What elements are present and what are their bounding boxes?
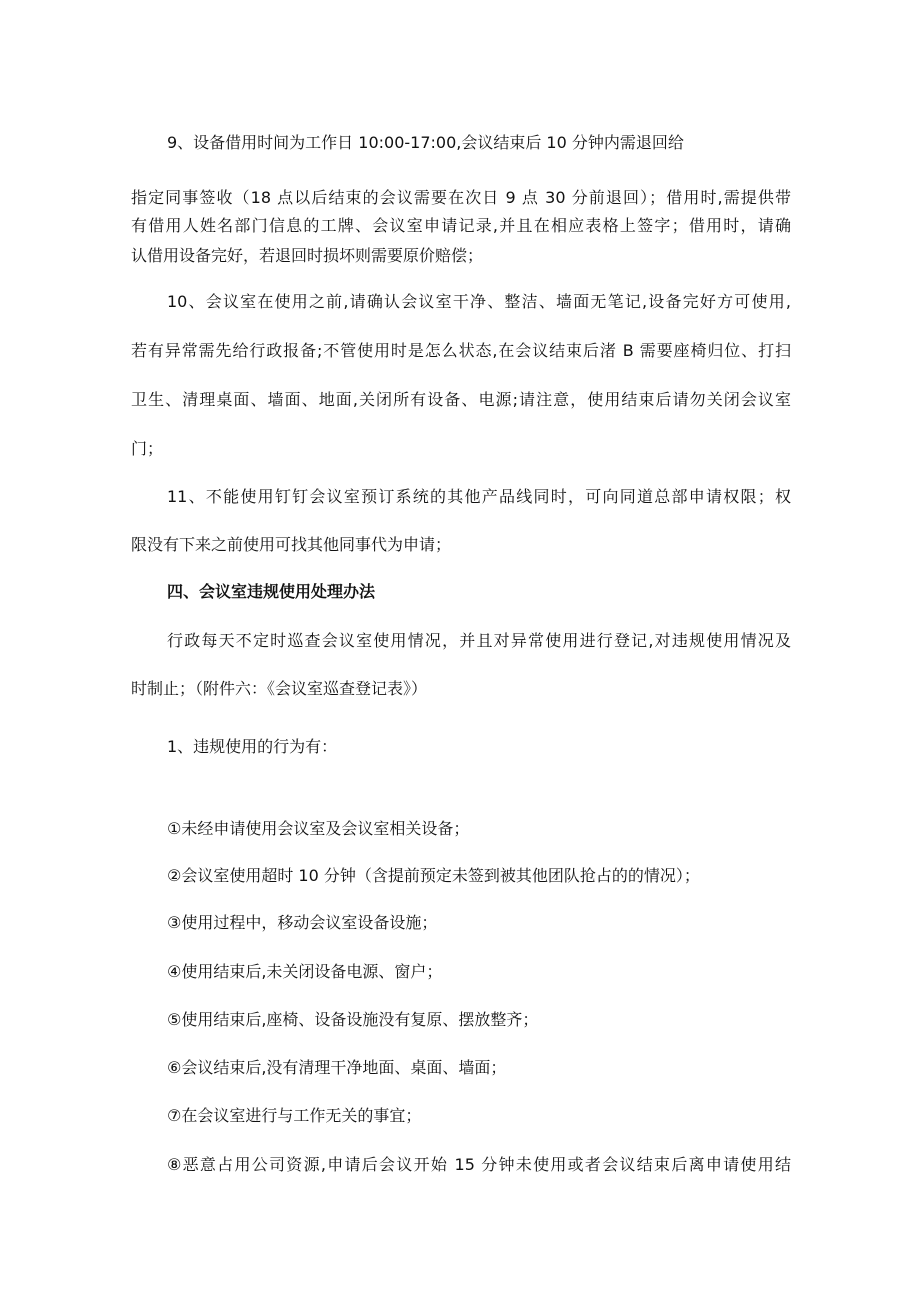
violation-item-6: ⑥会议结束后,没有清理干净地面、桌面、墙面； xyxy=(167,1058,507,1077)
item-9-line-1: 9、设备借用时间为工作日 10:00-17:00,会议结束后 10 分钟内需退回给 xyxy=(167,133,684,152)
item-10-line-4: 门； xyxy=(131,439,164,458)
item-11-line-2: 限没有下来之前使用可找其他同事代为申请； xyxy=(131,535,452,554)
item-10-line-2: 若有异常需先给行政报备;不管使用时是怎么状态,在会议结束后渚 B 需要座椅归位、打扫 xyxy=(131,341,791,360)
section-4-intro-line-2: 时制止；（附件六：《会议室巡查登记表》） xyxy=(131,679,428,698)
section-4-intro-line-1: 行政每天不定时巡查会议室使用情况，并且对异常使用进行登记,对违规使用情况及 xyxy=(167,631,791,650)
item-9-line-4: 认借用设备完好，若退回时损坏则需要原价赔偿； xyxy=(131,246,484,265)
violation-item-4: ④使用结束后,未关闭设备电源、窗户； xyxy=(167,962,443,981)
violation-item-1: ①未经申请使用会议室及会议室相关设备； xyxy=(167,819,470,838)
violation-item-8: ⑧恶意占用公司资源,申请后会议开始 15 分钟未使用或者会议结束后离申请使用结 xyxy=(167,1155,791,1174)
item-11-line-1: 11、不能使用钉钉会议室预订系统的其他产品线同时，可向同道总部申请权限；权 xyxy=(167,487,791,506)
section-4-heading: 四、会议室违规使用处理办法 xyxy=(167,582,376,601)
violation-item-5: ⑤使用结束后,座椅、设备设施没有复原、摆放整齐； xyxy=(167,1010,539,1029)
violation-item-2: ②会议室使用超时 10 分钟（含提前预定未签到被其他团队抢占的的情况）； xyxy=(167,866,700,885)
violation-item-3: ③使用过程中，移动会议室设备设施； xyxy=(167,913,438,932)
item-9-line-3: 有借用人姓名部门信息的工牌、会议室申请记录,并且在相应表格上签字；借用时，请确 xyxy=(131,216,791,235)
item-9-line-2: 指定同事签收（18 点以后结束的会议需要在次日 9 点 30 分前退回）；借用时,需提供带 xyxy=(131,188,791,207)
item-10-line-3: 卫生、清理桌面、墙面、地面,关闭所有设备、电源;请注意，使用结束后请勿关闭会议室 xyxy=(131,390,791,409)
violation-item-7: ⑦在会议室进行与工作无关的事宜； xyxy=(167,1106,422,1125)
item-10-line-1: 10、会议室在使用之前,请确认会议室干净、整洁、墙面无笔记,设备完好方可使用, xyxy=(167,292,791,311)
violations-sub-heading: 1、违规使用的行为有： xyxy=(167,737,338,756)
